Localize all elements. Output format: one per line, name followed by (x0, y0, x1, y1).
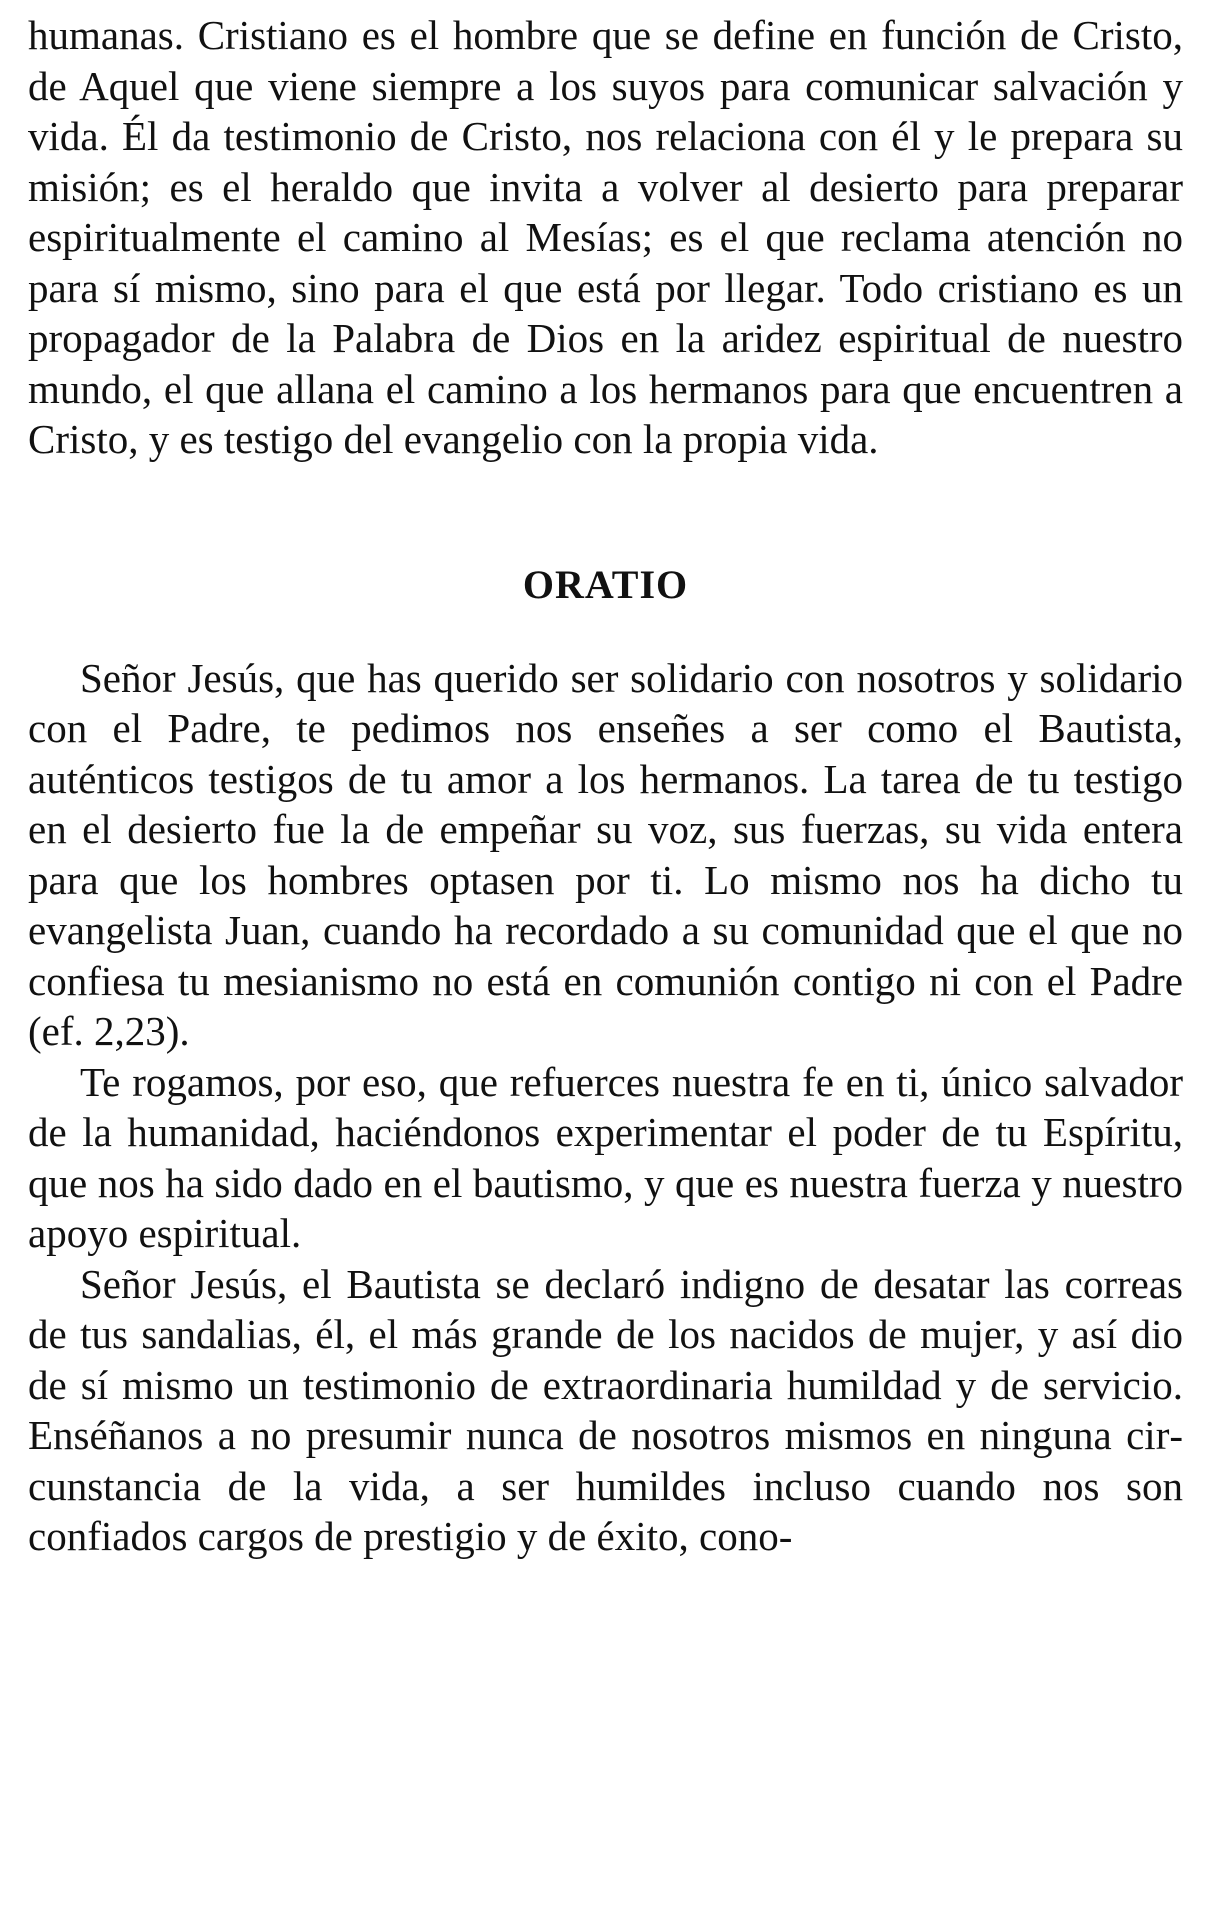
oratio-paragraph-3: Señor Jesús, el Bautista se declaró indigno de desatar las correas de tus sandalias, él, el más grande de los nacidos de mujer, y así dio de sí mismo un testimonio de extraordinaria humildad y de servicio. Enséñanos a no presumir nunca de nosotros mismos en ninguna circunstancia de la vida, a ser humildes incluso cuando nos son confiados cargos de prestigio y de éxito, cono- (28, 1260, 1183, 1559)
oratio-paragraph-2: Te rogamos, por eso, que refuerces nuestra fe en ti, único salvador de la humanidad, haciéndonos experimentar el poder de tu Espíritu, que nos ha sido dado en el bautismo, y que es nuestra fuerza y nuestro apoyo espiritual. (28, 1058, 1183, 1256)
oratio-paragraph-1: Señor Jesús, que has querido ser solidario con nosotros y solidario con el Padre, te pedimos nos enseñes a ser como el Bautista, auténticos testigos de tu amor a los hermanos. La tarea de tu testigo en el desierto fue la de empeñar su voz, sus fuerzas, su vida entera para que los hombres optasen por ti. Lo mismo nos ha dicho tu evangelista Juan, cuando ha recordado a su comunidad que el que no confiesa tu mesianismo no está en comunión contigo ni con el Padre (ef. 2,23). (28, 654, 1183, 1054)
section-heading: ORATIO (522, 561, 689, 607)
intro-paragraph: humanas. Cristiano es el hombre que se define en función de Cristo, de Aquel que viene siempre a los suyos para comunicar salvación y vida. Él da testimonio de Cristo, nos relaciona con él y le prepara su misión; es el heraldo que invita a volver al desierto para preparar espiritualmente el camino al Mesías; es el que reclama atención no para sí mismo, sino para el que está por llegar. Todo cristiano es un propagador de la Palabra de Dios en la aridez espiritual de nuestro mundo, el que allana el camino a los hermanos para que encuentren a Cristo, y es testigo del evangelio con la propia vida. (28, 12, 1183, 462)
book-page (28, 10, 1183, 1562)
oratio-section (28, 653, 1183, 1562)
